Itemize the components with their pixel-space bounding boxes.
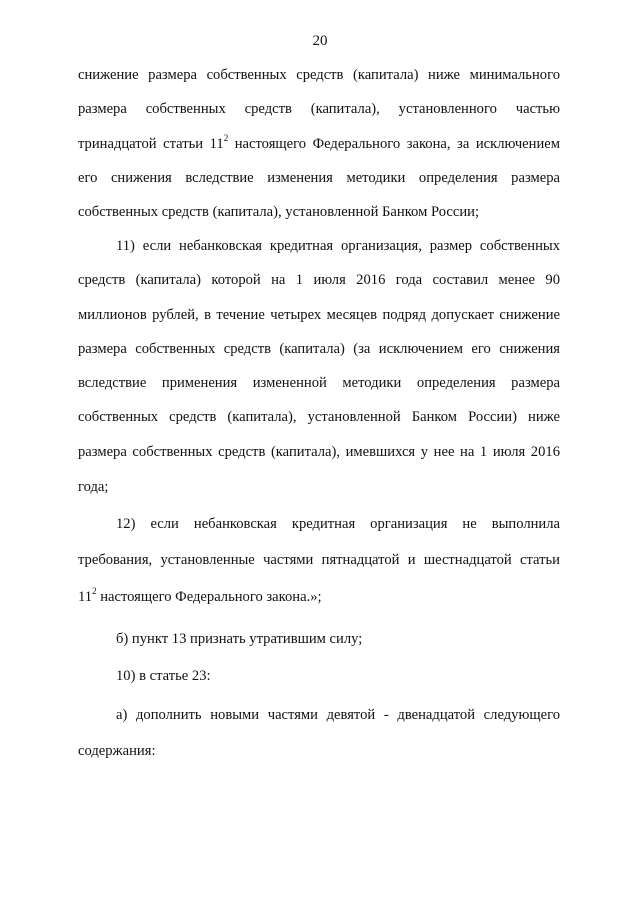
text-fragment: настоящего Федерального закона, за исключением	[228, 136, 560, 152]
text-line: размера собственных средств (капитала), установленного частью	[78, 101, 560, 117]
text-line	[78, 135, 560, 153]
text-line: 12) если небанковская кредитная организация не выполнила	[116, 516, 560, 532]
text-line: собственных средств (капитала), установленной Банком России;	[78, 204, 480, 220]
text-line	[78, 588, 560, 606]
text-line: 10) в статье 23:	[116, 668, 211, 684]
text-line: его снижения вследствие изменения методики определения размера	[78, 170, 560, 186]
page-number: 20	[312, 33, 328, 49]
superscript: 2	[223, 133, 229, 144]
text-fragment: тринадцатой статьи 11	[78, 136, 224, 152]
text-line: миллионов рублей, в течение четырех месяцев подряд допускает снижение	[78, 307, 560, 323]
text-line: размера собственных средств (капитала) (за исключением его снижения	[78, 341, 560, 357]
text-line: снижение размера собственных средств (капитала) ниже минимального	[78, 67, 560, 83]
text-line: года;	[78, 479, 109, 495]
superscript: 2	[92, 586, 97, 597]
text-fragment: настоящего Федерального закона.»;	[96, 589, 322, 605]
text-fragment: 11	[78, 589, 93, 605]
text-line: требования, установленные частями пятнадцатой и шестнадцатой статьи	[78, 552, 560, 568]
text-line: вследствие применения измененной методики определения размера	[78, 375, 560, 391]
text-line: собственных средств (капитала), установленной Банком России) ниже	[78, 409, 560, 425]
text-line: 11) если небанковская кредитная организация, размер собственных	[116, 238, 560, 254]
text-line: а) дополнить новыми частями девятой - двенадцатой следующего	[116, 707, 560, 723]
text-line: размера собственных средств (капитала), имевшихся у нее на 1 июля 2016	[78, 444, 560, 460]
text-line: средств (капитала) которой на 1 июля 2016 года составил менее 90	[78, 272, 560, 288]
text-line: содержания:	[78, 743, 156, 759]
text-line: б) пункт 13 признать утратившим силу;	[116, 631, 363, 647]
